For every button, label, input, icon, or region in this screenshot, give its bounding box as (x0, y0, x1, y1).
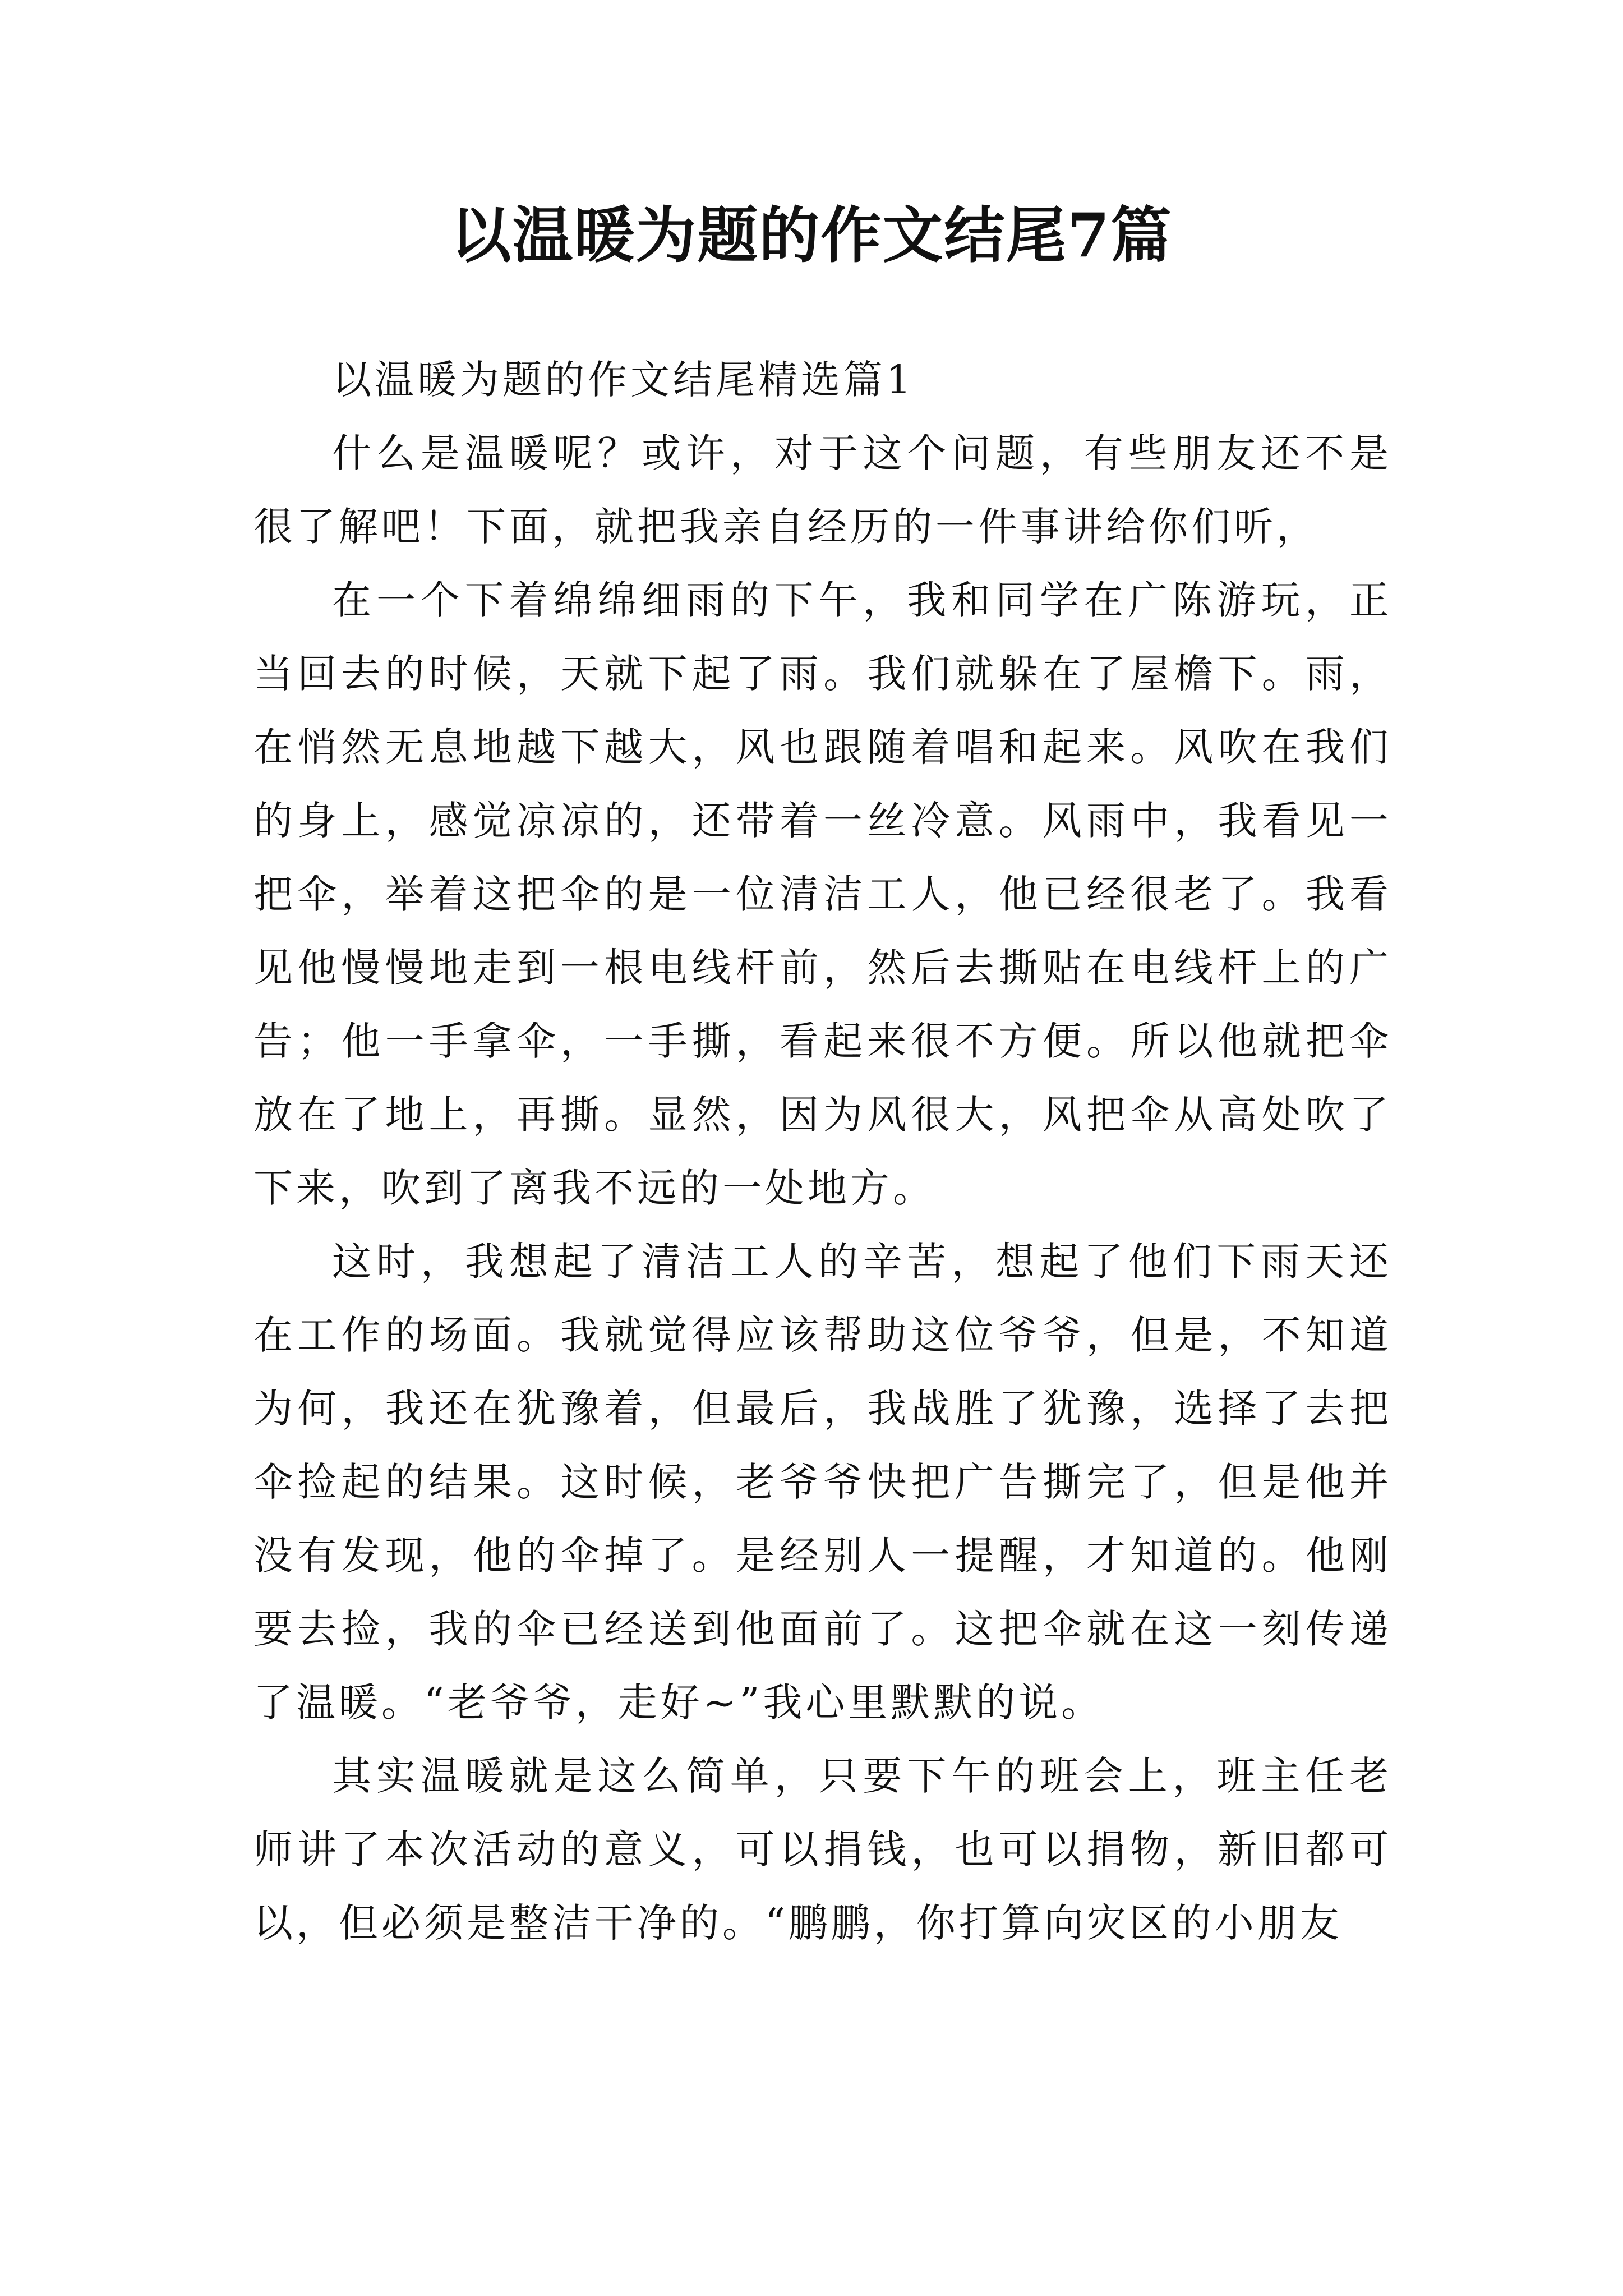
body-paragraph: 这时，我想起了清洁工人的辛苦，想起了他们下雨天还在工作的场面。我就觉得应该帮助这位爷爷，但是，不知道为何，我还在犹豫着，但最后，我战胜了犹豫，选择了去把伞捡起的结果。这时候，老爷爷快把广告撕完了，但是他并没有发现，他的伞掉了。是经别人一提醒，才知道的。他刚要去捡，我的伞已经送到他面前了。这把伞就在这一刻传递了温暖。“老爷爷，走好~”我心里默默的说。 (253, 1239, 1392, 1726)
section-heading: 以温暖为题的作文结尾精选篇1 (332, 357, 915, 403)
document-title: 以温暖为题的作文结尾7篇 (450, 200, 1173, 271)
document-body (253, 343, 1392, 1960)
body-paragraph: 其实温暖就是这么简单，只要下午的班会上，班主任老师讲了本次活动的意义，可以捐钱，也可以捐物，新旧都可以，但必须是整洁干净的。“鹏鹏，你打算向灾区的小朋友 (253, 1753, 1392, 1946)
body-paragraph: 什么是温暖呢？或许，对于这个问题，有些朋友还不是很了解吧！下面，就把我亲自经历的一件事讲给你们听， (253, 430, 1392, 550)
body-paragraph: 在一个下着绵绵细雨的下午，我和同学在广陈游玩，正当回去的时候，天就下起了雨。我们就躲在了屋檐下。雨，在悄然无息地越下越大，风也跟随着唱和起来。风吹在我们的身上，感觉凉凉的，还带着一丝冷意。风雨中，我看见一把伞，举着这把伞的是一位清洁工人，他已经很老了。我看见他慢慢地走到一根电线杆前，然后去撕贴在电线杆上的广告；他一手拿伞，一手撕，看起来很不方便。所以他就把伞放在了地上，再撕。显然，因为风很大，风把伞从高处吹了下来，吹到了离我不远的一处地方。 (253, 577, 1392, 1211)
